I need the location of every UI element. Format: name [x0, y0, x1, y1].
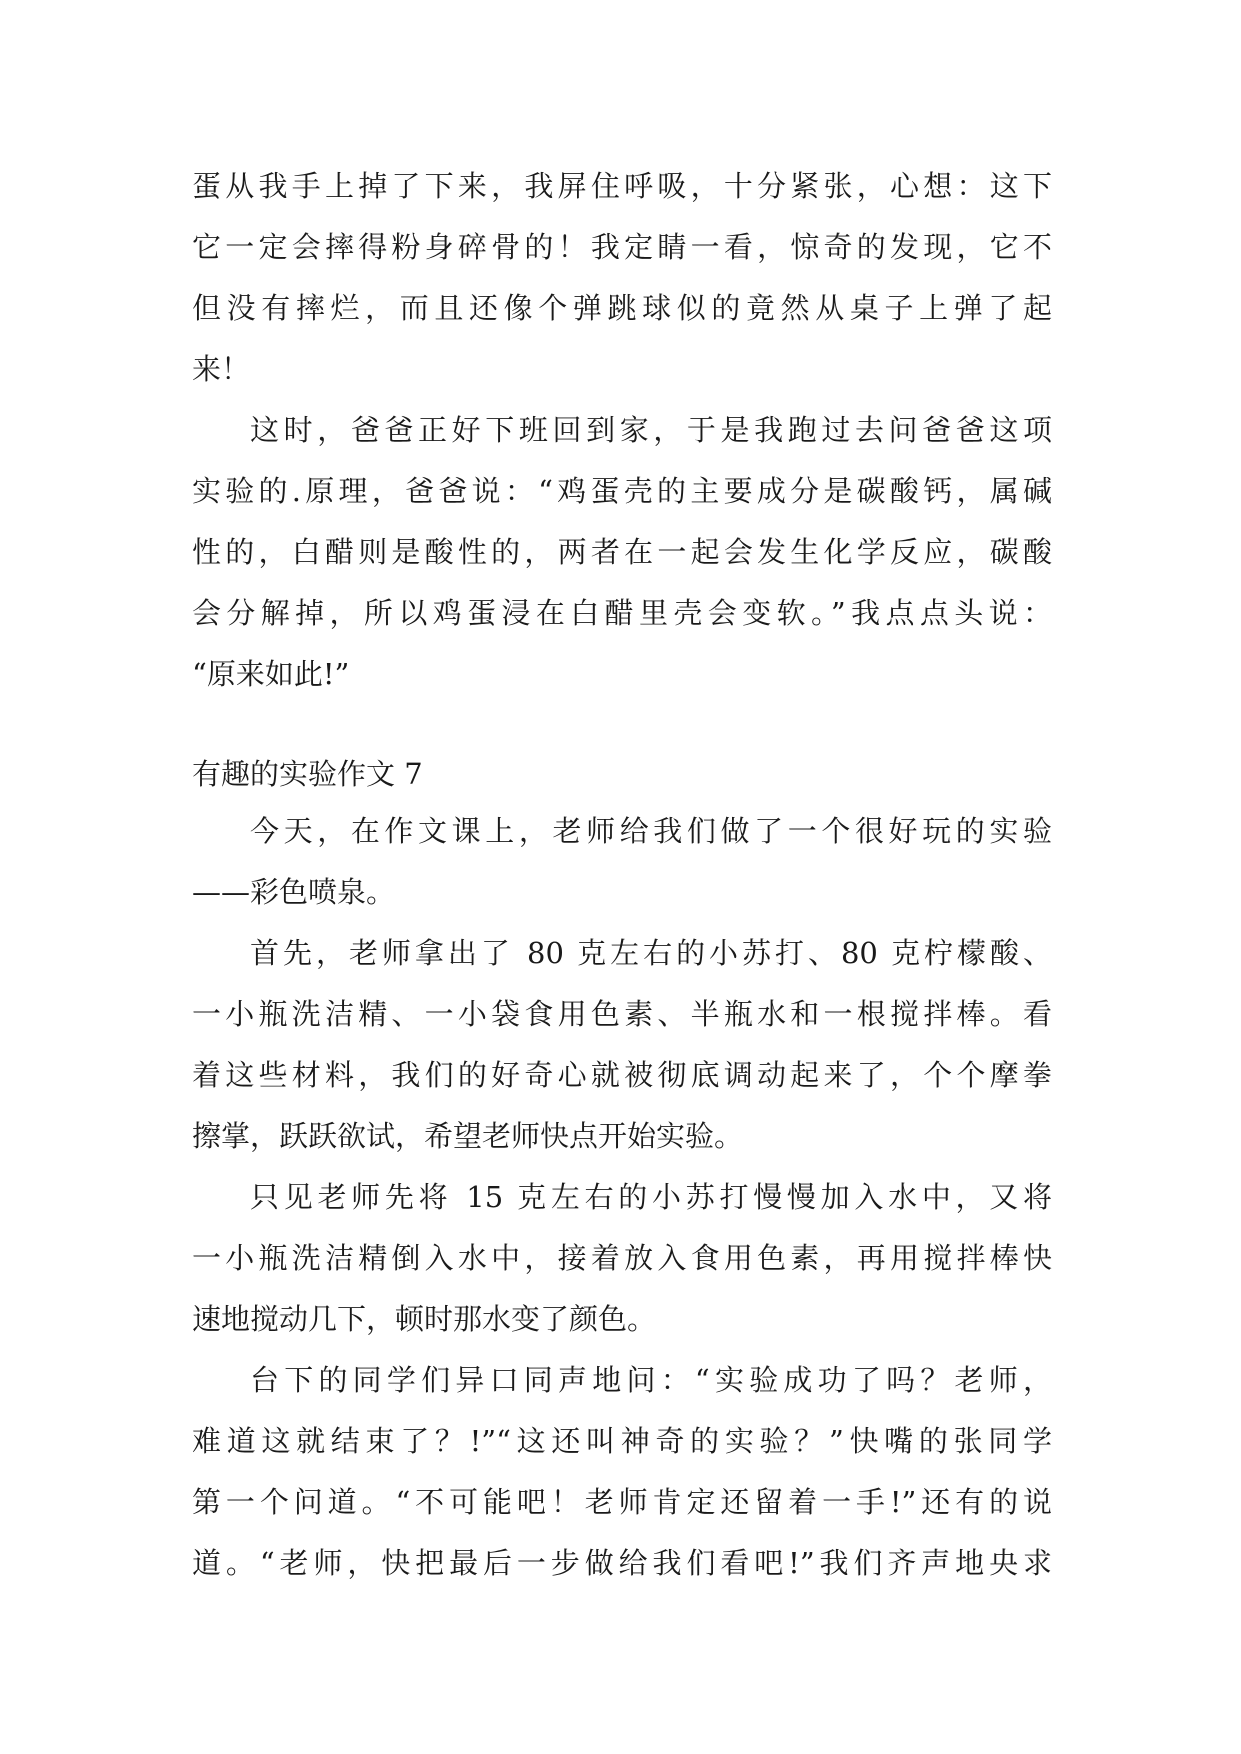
text-line: 会分解掉，所以鸡蛋浸在白醋里壳会变软。”我点点头说：: [192, 596, 1052, 630]
text-line: 首先，老师拿出了 80 克左右的小苏打、80 克柠檬酸、: [250, 936, 1052, 970]
text-line: 蛋从我手上掉了下来，我屏住呼吸，十分紧张，心想：这下: [192, 169, 1052, 203]
text-line: 一小瓶洗洁精倒入水中，接着放入食用色素，再用搅拌棒快: [192, 1241, 1052, 1275]
text-line: 这时，爸爸正好下班回到家，于是我跑过去问爸爸这项: [250, 413, 1052, 447]
paragraph-block-2: [192, 801, 1052, 1594]
text-line: 擦掌，跃跃欲试，希望老师快点开始实验。: [192, 1119, 744, 1153]
text-line: 只见老师先将 15 克左右的小苏打慢慢加入水中，又将: [250, 1180, 1052, 1214]
text-line: 一小瓶洗洁精、一小袋食用色素、半瓶水和一根搅拌棒。看: [192, 997, 1052, 1031]
text-line: “原来如此!”: [192, 657, 350, 691]
text-line: 速地搅动几下，顿时那水变了颜色。: [192, 1302, 657, 1336]
text-line: 实验的.原理，爸爸说：“鸡蛋壳的主要成分是碳酸钙，属碱: [192, 474, 1052, 508]
text-line: 今天，在作文课上，老师给我们做了一个很好玩的实验: [250, 814, 1052, 848]
section-heading: 有趣的实验作文 7: [192, 757, 423, 791]
text-line: 第一个问道。“不可能吧！老师肯定还留着一手!”还有的说: [192, 1485, 1052, 1519]
text-line: 台下的同学们异口同声地问：“实验成功了吗？老师，: [250, 1363, 1052, 1397]
text-line: 着这些材料，我们的好奇心就被彻底调动起来了，个个摩拳: [192, 1058, 1052, 1092]
text-line: 道。“老师，快把最后一步做给我们看吧!”我们齐声地央求: [192, 1546, 1052, 1580]
text-line: 但没有摔烂，而且还像个弹跳球似的竟然从桌子上弹了起: [192, 291, 1052, 325]
text-line: 性的，白醋则是酸性的，两者在一起会发生化学反应，碳酸: [192, 535, 1052, 569]
text-line: ——彩色喷泉。: [192, 875, 396, 909]
paragraph-block-1: [192, 156, 1052, 705]
text-line: 它一定会摔得粉身碎骨的！我定睛一看，惊奇的发现，它不: [192, 230, 1052, 264]
text-line: 难道这就结束了？!”“这还叫神奇的实验？”快嘴的张同学: [192, 1424, 1052, 1458]
text-line: 来！: [192, 352, 251, 386]
